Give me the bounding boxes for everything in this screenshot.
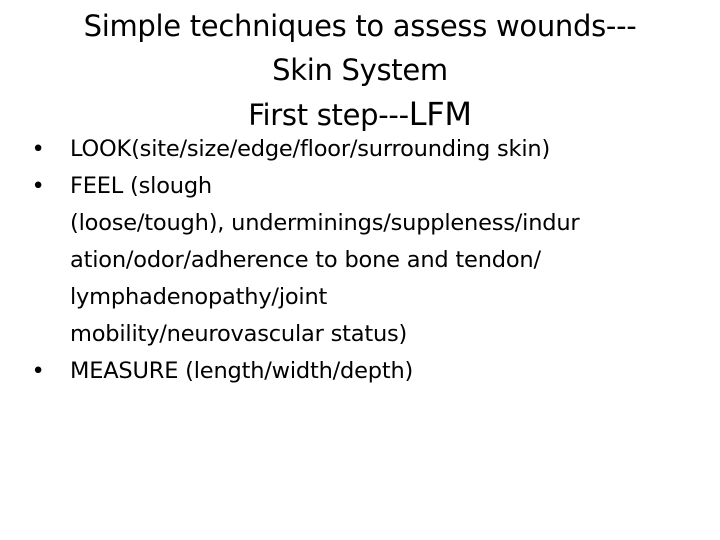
bullet-feel [28, 168, 708, 353]
bullet-feel-line-5: mobility/neurovascular status) [70, 321, 408, 347]
slide-title [0, 4, 720, 137]
bullet-look-text: LOOK(site/size/edge/floor/surrounding skin) [70, 136, 551, 162]
bullet-dot-icon: • [31, 173, 45, 199]
title-emphasis-lfm: LFM [408, 95, 472, 133]
bullet-measure [28, 353, 708, 390]
bullet-look [28, 131, 708, 168]
bullet-list [28, 131, 708, 390]
bullet-feel-line-3: ation/odor/adherence to bone and tendon/ [70, 247, 541, 273]
bullet-feel-line-2: (loose/tough), underminings/suppleness/indur [70, 210, 580, 236]
title-line-2: Skin System [272, 53, 448, 87]
bullet-measure-text: MEASURE (length/width/depth) [70, 358, 414, 384]
title-line-3-prefix: First step--- [248, 98, 409, 132]
bullet-dot-icon: • [31, 358, 45, 384]
bullet-feel-line-1: FEEL (slough [70, 173, 212, 199]
bullet-feel-line-4: lymphadenopathy/joint [70, 284, 328, 310]
bullet-dot-icon: • [31, 136, 45, 162]
title-line-1: Simple techniques to assess wounds--- [83, 9, 637, 43]
